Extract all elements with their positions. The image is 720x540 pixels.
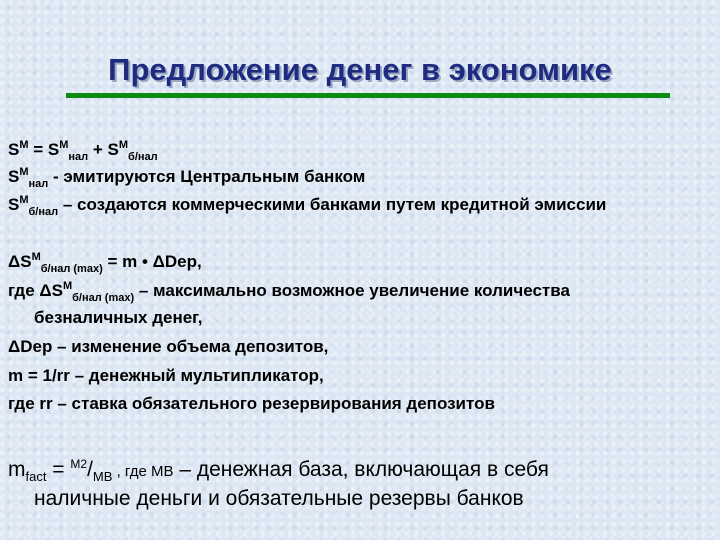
multiplier-definition: m = 1/rr – денежный мультипликатор, — [8, 366, 324, 385]
deposit-change-definition: ΔDep – изменение объема депозитов, — [8, 337, 329, 356]
monetary-base-definition-cont: наличные деньги и обязательные резервы банков — [34, 487, 524, 510]
reserve-rate-definition: где rr – ставка обязательного резервирования депозитов — [8, 394, 495, 413]
title-underline — [66, 93, 670, 98]
formula-fact-multiplier: $m_{fact} = ^{M2}/_{MB}$ , где MB – денежная база, включающая в себя — [8, 457, 549, 484]
max-increase-definition: где $\Delta S^M_{б/нал (max)}$ – максимально возможное увеличение количества — [8, 280, 570, 304]
formula-money-supply: $S^M = S^M_{нал} + S^M_{б/нал}$ — [8, 139, 158, 163]
formula-max-increase: $\Delta S^M_{б/нал (max)} = m$ • ΔDep, — [8, 251, 202, 275]
noncash-supply-definition: $S^M_{б/нал}$ – создаются коммерческими банками путем кредитной эмиссии — [8, 194, 607, 218]
cash-supply-definition: $S^M_{нал}$ - эмитируются Центральным банком — [8, 166, 366, 190]
max-increase-definition-cont: безналичных денег, — [34, 308, 203, 327]
page-title: Предложение денег в экономике — [108, 52, 612, 87]
